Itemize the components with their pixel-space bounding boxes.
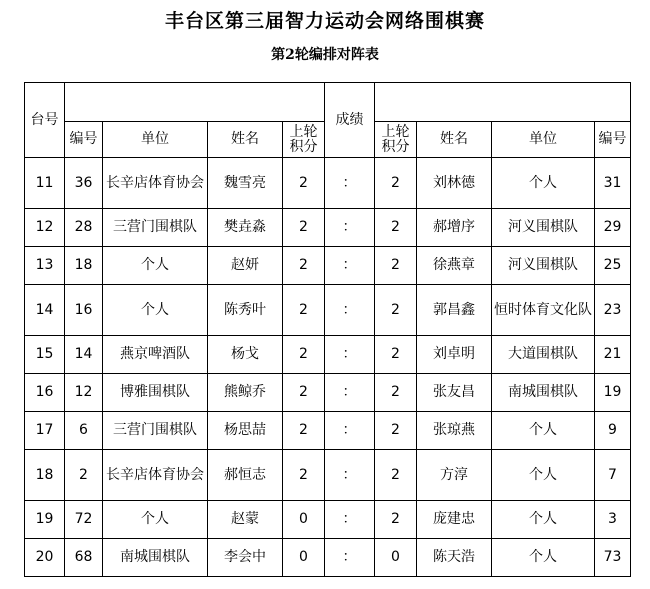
cell-result-separator: ： xyxy=(325,374,375,412)
cell-left-name: 李会中 xyxy=(208,539,283,577)
cell-result-separator: ： xyxy=(325,412,375,450)
cell-left-score: 2 xyxy=(283,209,325,247)
cell-right-name: 徐燕章 xyxy=(417,247,492,285)
cell-left-name: 杨思喆 xyxy=(208,412,283,450)
header-left-name: 姓名 xyxy=(208,122,283,158)
cell-table-no: 12 xyxy=(25,209,65,247)
cell-right-id: 9 xyxy=(595,412,631,450)
cell-left-score: 2 xyxy=(283,247,325,285)
cell-right-unit: 恒时体育文化队 xyxy=(492,285,595,336)
cell-right-score: 2 xyxy=(375,209,417,247)
cell-left-score: 2 xyxy=(283,450,325,501)
cell-right-unit: 河义围棋队 xyxy=(492,209,595,247)
cell-left-score: 2 xyxy=(283,374,325,412)
cell-left-id: 18 xyxy=(65,247,103,285)
table-row xyxy=(25,247,631,285)
table-row xyxy=(25,209,631,247)
cell-result-separator: ： xyxy=(325,450,375,501)
table-row xyxy=(25,158,631,209)
cell-result-separator: ： xyxy=(325,539,375,577)
cell-right-name: 郭昌鑫 xyxy=(417,285,492,336)
cell-right-name: 刘林德 xyxy=(417,158,492,209)
cell-left-unit: 三营门围棋队 xyxy=(103,412,208,450)
header-left-unit: 单位 xyxy=(103,122,208,158)
cell-left-unit: 燕京啤酒队 xyxy=(103,336,208,374)
cell-left-name: 杨戈 xyxy=(208,336,283,374)
cell-table-no: 18 xyxy=(25,450,65,501)
table-row xyxy=(25,336,631,374)
cell-right-score: 2 xyxy=(375,158,417,209)
cell-right-score: 2 xyxy=(375,247,417,285)
cell-table-no: 13 xyxy=(25,247,65,285)
cell-left-id: 68 xyxy=(65,539,103,577)
cell-right-name: 郝增序 xyxy=(417,209,492,247)
cell-right-score: 2 xyxy=(375,374,417,412)
cell-right-name: 方淳 xyxy=(417,450,492,501)
cell-right-unit: 个人 xyxy=(492,412,595,450)
header-table-no: 台号 xyxy=(25,83,65,158)
cell-table-no: 16 xyxy=(25,374,65,412)
cell-left-unit: 个人 xyxy=(103,501,208,539)
cell-left-unit: 三营门围棋队 xyxy=(103,209,208,247)
cell-right-name: 张友昌 xyxy=(417,374,492,412)
cell-left-name: 赵妍 xyxy=(208,247,283,285)
cell-left-id: 12 xyxy=(65,374,103,412)
cell-table-no: 15 xyxy=(25,336,65,374)
cell-left-id: 2 xyxy=(65,450,103,501)
cell-right-score: 2 xyxy=(375,285,417,336)
header-left-prev: 上轮积分 xyxy=(283,122,325,158)
cell-left-score: 2 xyxy=(283,412,325,450)
cell-left-unit: 长辛店体育协会 xyxy=(103,450,208,501)
cell-left-name: 郝恒志 xyxy=(208,450,283,501)
header-left-blank xyxy=(65,83,325,122)
cell-result-separator: ： xyxy=(325,209,375,247)
cell-left-score: 0 xyxy=(283,539,325,577)
table-row xyxy=(25,374,631,412)
cell-right-unit: 个人 xyxy=(492,539,595,577)
cell-right-score: 2 xyxy=(375,412,417,450)
cell-left-unit: 博雅围棋队 xyxy=(103,374,208,412)
cell-right-unit: 河义围棋队 xyxy=(492,247,595,285)
cell-right-name: 庞建忠 xyxy=(417,501,492,539)
cell-left-score: 0 xyxy=(283,501,325,539)
cell-result-separator: ： xyxy=(325,247,375,285)
cell-result-separator: ： xyxy=(325,285,375,336)
cell-left-unit: 个人 xyxy=(103,247,208,285)
cell-right-id: 73 xyxy=(595,539,631,577)
table-row xyxy=(25,285,631,336)
cell-right-score: 0 xyxy=(375,539,417,577)
cell-left-score: 2 xyxy=(283,158,325,209)
page-subtitle: 第2轮编排对阵表 xyxy=(271,47,379,63)
cell-result-separator: ： xyxy=(325,336,375,374)
cell-right-id: 31 xyxy=(595,158,631,209)
cell-table-no: 11 xyxy=(25,158,65,209)
cell-right-unit: 南城围棋队 xyxy=(492,374,595,412)
header-right-prev: 上轮积分 xyxy=(375,122,417,158)
cell-right-name: 陈天浩 xyxy=(417,539,492,577)
header-result: 成绩 xyxy=(325,83,375,158)
cell-left-name: 魏雪亮 xyxy=(208,158,283,209)
cell-left-name: 樊垚淼 xyxy=(208,209,283,247)
cell-table-no: 17 xyxy=(25,412,65,450)
cell-left-id: 6 xyxy=(65,412,103,450)
cell-right-score: 2 xyxy=(375,450,417,501)
cell-right-id: 23 xyxy=(595,285,631,336)
cell-result-separator: ： xyxy=(325,501,375,539)
cell-left-name: 陈秀叶 xyxy=(208,285,283,336)
cell-left-unit: 南城围棋队 xyxy=(103,539,208,577)
cell-right-id: 3 xyxy=(595,501,631,539)
cell-right-id: 19 xyxy=(595,374,631,412)
cell-left-id: 14 xyxy=(65,336,103,374)
table-row xyxy=(25,501,631,539)
cell-table-no: 19 xyxy=(25,501,65,539)
cell-table-no: 20 xyxy=(25,539,65,577)
table-row xyxy=(25,450,631,501)
cell-right-id: 21 xyxy=(595,336,631,374)
table-row xyxy=(25,539,631,577)
cell-left-id: 72 xyxy=(65,501,103,539)
cell-table-no: 14 xyxy=(25,285,65,336)
cell-left-id: 28 xyxy=(65,209,103,247)
header-right-id: 编号 xyxy=(595,122,631,158)
cell-left-score: 2 xyxy=(283,336,325,374)
header-right-blank xyxy=(375,83,631,122)
header-right-unit: 单位 xyxy=(492,122,595,158)
cell-right-score: 2 xyxy=(375,501,417,539)
cell-left-score: 2 xyxy=(283,285,325,336)
cell-right-id: 29 xyxy=(595,209,631,247)
cell-left-unit: 长辛店体育协会 xyxy=(103,158,208,209)
cell-left-name: 赵蒙 xyxy=(208,501,283,539)
cell-right-id: 25 xyxy=(595,247,631,285)
cell-right-unit: 个人 xyxy=(492,501,595,539)
cell-right-name: 刘卓明 xyxy=(417,336,492,374)
cell-right-unit: 大道围棋队 xyxy=(492,336,595,374)
header-row-1 xyxy=(25,83,631,122)
cell-right-id: 7 xyxy=(595,450,631,501)
header-right-name: 姓名 xyxy=(417,122,492,158)
cell-left-unit: 个人 xyxy=(103,285,208,336)
cell-right-score: 2 xyxy=(375,336,417,374)
table-row xyxy=(25,412,631,450)
cell-left-name: 熊鲸乔 xyxy=(208,374,283,412)
cell-right-unit: 个人 xyxy=(492,158,595,209)
cell-left-id: 16 xyxy=(65,285,103,336)
header-left-id: 编号 xyxy=(65,122,103,158)
pairing-table xyxy=(24,82,631,577)
cell-right-name: 张琼燕 xyxy=(417,412,492,450)
cell-right-unit: 个人 xyxy=(492,450,595,501)
cell-left-id: 36 xyxy=(65,158,103,209)
page-title: 丰台区第三届智力运动会网络围棋赛 xyxy=(164,10,485,32)
cell-result-separator: ： xyxy=(325,158,375,209)
